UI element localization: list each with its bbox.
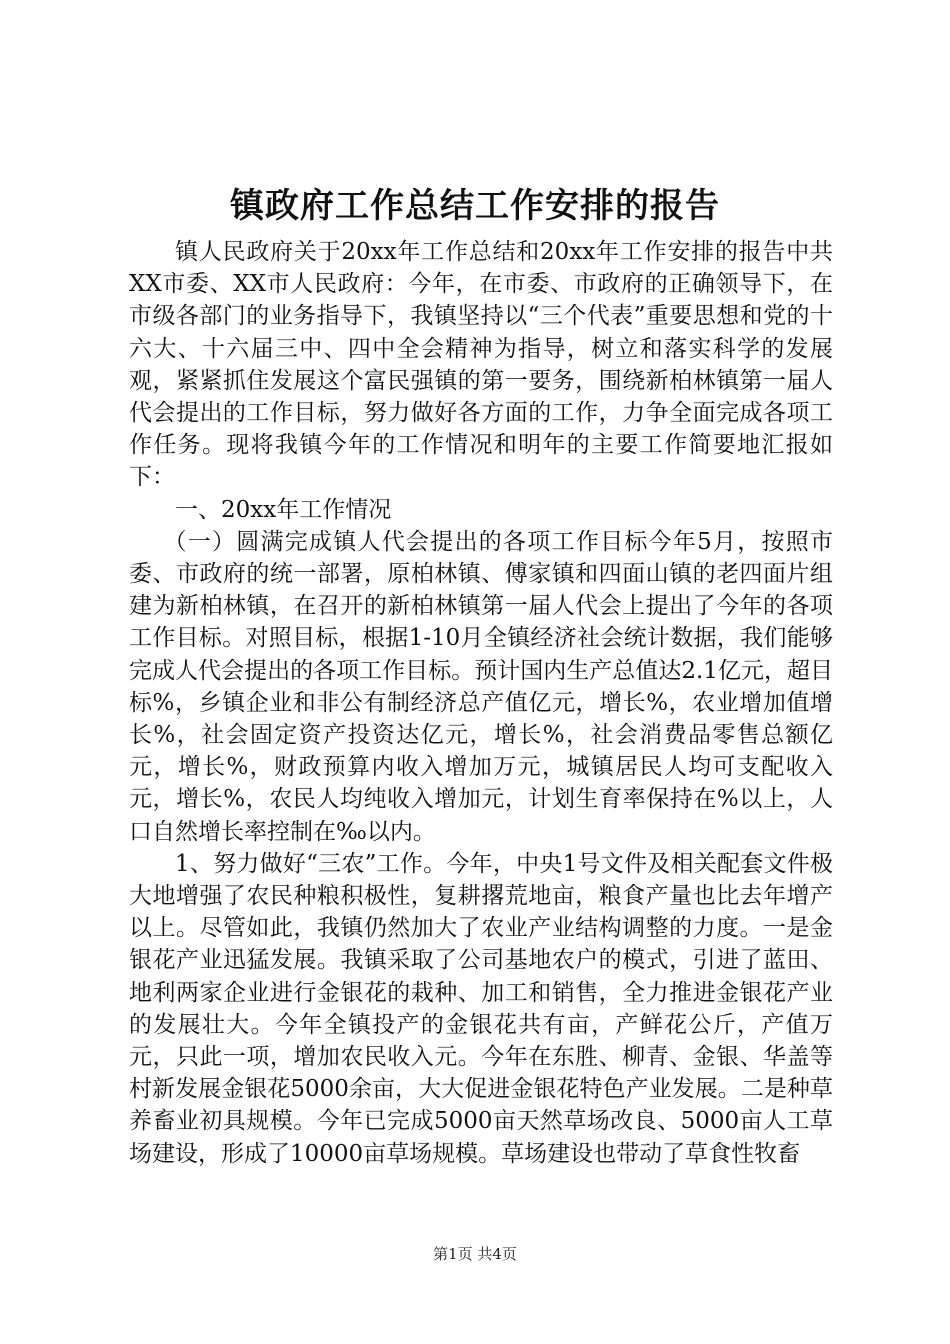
paragraph-intro: 镇人民政府关于20xx年工作总结和20xx年工作安排的报告中共XX市委、XX市人民政府：今年，在市委、市政府的正确领导下，在市级各部门的业务指导下，我镇坚持以“三个代表”重要思想和党的十六大、十六届三中、四中全会精神为指导，树立和落实科学的发展观，紧紧抓住发展这个富民强镇的第一要务，围绕新柏林镇第一届人代会提出的工作目标，努力做好各方面的工作，力争全面完成各项工作任务。现将我镇今年的工作情况和明年的主要工作简要地汇报如下：: [129, 239, 833, 491]
page-footer: 第1页 共4页: [433, 1245, 517, 1263]
section-heading: 一、20xx年工作情况: [175, 496, 392, 523]
paragraph-agriculture: 1、努力做好“三农”工作。今年，中央1号文件及相关配套文件极大地增强了农民种粮积极性，复耕撂荒地亩，粮食产量也比去年增产以上。尽管如此，我镇仍然加大了农业产业结构调整的力度。一是金银花产业迅猛发展。我镇采取了公司基地农户的模式，引进了蓝田、地利两家企业进行金银花的栽种、加工和销售，全力推进金银花产业的发展壮大。今年全镇投产的金银花共有亩，产鲜花公斤，产值万元，只此一项，增加农民收入元。今年在东胜、柳青、金银、华盖等村新发展金银花5000余亩，大大促进金银花特色产业发展。二是种草养畜业初具规模。今年已完成5000亩天然草场改良、5000亩人工草场建设，形成了10000亩草场规模。草场建设也带动了草食性牧畜: [129, 850, 833, 1167]
document-body: [129, 236, 833, 1170]
document-title: 镇政府工作总结工作安排的报告: [230, 186, 720, 226]
paragraph-targets: （一）圆满完成镇人代会提出的各项工作目标今年5月，按照市委、市政府的统一部署，原柏林镇、傅家镇和四面山镇的老四面片组建为新柏林镇，在召开的新柏林镇第一届人代会上提出了今年的各项工作目标。对照目标，根据1-10月全镇经济社会统计数据，我们能够完成人代会提出的各项工作目标。预计国内生产总值达2.1亿元，超目标%，乡镇企业和非公有制经济总产值亿元，增长%，农业增加值增长%，社会固定资产投资达亿元，增长%，社会消费品零售总额亿元，增长%，财政预算内收入增加万元，城镇居民人均可支配收入元，增长%，农民人均纯收入增加元，计划生育率保持在%以上，人口自然增长率控制在‰以内。: [129, 528, 833, 845]
